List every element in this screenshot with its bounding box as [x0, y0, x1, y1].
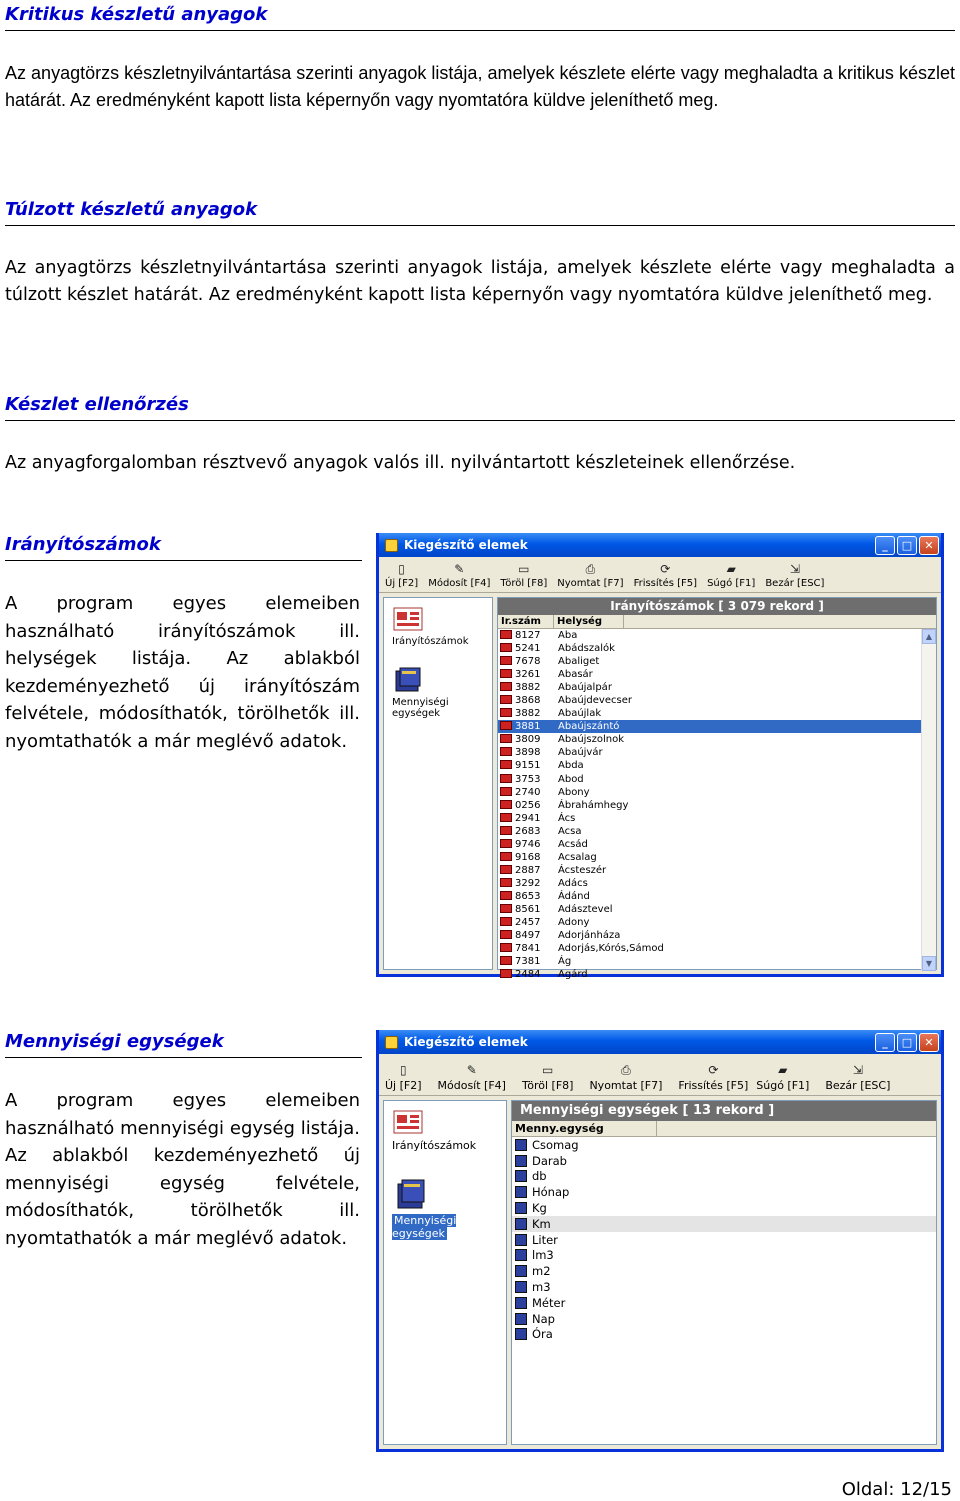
postcode-cell	[498, 668, 554, 681]
unit-text: Óra	[532, 1327, 553, 1342]
locality-cell: Abaújlak	[558, 708, 602, 720]
locality-cell: Ábrahámhegy	[558, 799, 629, 811]
postcode-text: 3868	[515, 695, 541, 707]
postcode-cell	[498, 929, 554, 942]
new-icon: ▯	[398, 562, 405, 576]
table-row[interactable]	[498, 786, 936, 799]
postcode-icon	[392, 1107, 424, 1137]
locality-cell: Ág	[558, 956, 572, 968]
record-icon	[500, 734, 512, 743]
locality-cell: Acsalag	[558, 851, 597, 863]
locality-cell: Abaújdevecser	[558, 695, 632, 707]
locality-cell: Ádánd	[558, 890, 590, 902]
record-icon	[500, 774, 512, 783]
record-icon	[500, 630, 512, 639]
unit-book-icon	[515, 1218, 527, 1230]
locality-cell: Abaújszolnok	[558, 734, 625, 746]
unit-book-icon	[515, 1139, 527, 1151]
postcode-cell	[498, 629, 554, 642]
locality-cell: Acsád	[558, 838, 588, 850]
locality-cell: Abasár	[558, 669, 593, 681]
column-header-irszam[interactable]: Ir.szám	[498, 615, 554, 628]
printer-icon: ⎙	[585, 562, 596, 576]
postcode-cell	[498, 799, 554, 812]
window-titlebar	[379, 1030, 941, 1054]
record-icon	[500, 839, 512, 848]
books-icon	[392, 1176, 428, 1212]
heading-kritikus: Kritikus készletű anyagok	[5, 4, 955, 31]
unit-book-icon	[515, 1265, 527, 1277]
table-row[interactable]	[498, 916, 936, 929]
table-row[interactable]	[512, 1279, 936, 1295]
locality-cell: Acsa	[558, 825, 582, 837]
scroll-down-button[interactable]: ▼	[922, 956, 936, 971]
table-row[interactable]	[512, 1232, 936, 1248]
postcode-cell	[498, 955, 554, 968]
window-title: Kiegészítő elemek	[404, 1035, 528, 1049]
postcode-text: 9168	[515, 851, 541, 863]
table-row[interactable]	[498, 773, 936, 786]
unit-book-icon	[515, 1249, 527, 1261]
postcode-cell	[498, 877, 554, 890]
postcode-cell	[498, 746, 554, 759]
postcode-cell	[498, 916, 554, 929]
locality-cell: Adony	[558, 917, 590, 929]
window-title: Kiegészítő elemek	[404, 538, 528, 552]
postcode-cell	[498, 642, 554, 655]
table-row[interactable]	[512, 1248, 936, 1264]
table-row[interactable]	[512, 1184, 936, 1200]
table-row[interactable]	[498, 668, 936, 681]
app-icon	[385, 1036, 398, 1049]
table-row[interactable]	[512, 1216, 936, 1232]
unit-text: Hónap	[532, 1185, 570, 1200]
toolbar	[379, 557, 941, 593]
table-row[interactable]	[498, 851, 936, 864]
help-book-icon: ▰	[778, 1063, 788, 1077]
exit-door-icon: ⇲	[852, 1063, 863, 1077]
edit-icon: ✎	[466, 1063, 477, 1077]
unit-text: Kg	[532, 1201, 547, 1216]
postcode-cell	[498, 851, 554, 864]
table-row[interactable]	[512, 1169, 936, 1185]
app-icon	[385, 539, 398, 552]
table-row[interactable]	[498, 877, 936, 890]
locality-cell: Aba	[558, 630, 578, 641]
window-mennyisegi	[376, 1030, 944, 1452]
postcode-text: 5241	[515, 643, 541, 655]
paragraph-ellenorzes: Az anyagforgalomban résztvevő anyagok valós ill. nyilvántartott készleteinek ellenőrzése.	[5, 453, 796, 473]
postcode-cell	[498, 707, 554, 720]
unit-book-icon	[515, 1313, 527, 1325]
postcode-text: 3881	[515, 721, 541, 733]
help-button[interactable]: ▰ Súgó [F1]	[756, 1063, 810, 1092]
postcode-cell	[498, 864, 554, 877]
unit-text: lm3	[532, 1248, 554, 1263]
unit-text: m2	[532, 1264, 551, 1279]
table-row[interactable]	[498, 955, 936, 968]
table-row[interactable]	[498, 825, 936, 838]
table-row[interactable]	[512, 1263, 936, 1279]
heading-ellenorzes: Készlet ellenőrzés	[5, 394, 955, 421]
table-row[interactable]	[498, 746, 936, 759]
exit-door-icon: ⇲	[789, 562, 800, 576]
maximize-button[interactable]: □	[897, 536, 917, 555]
nav-label: Irányítószámok	[392, 636, 469, 647]
postcode-text: 8497	[515, 930, 541, 942]
delete-button[interactable]: ▭ Töröl [F8]	[500, 562, 548, 589]
nav-item-mennyisegi[interactable]	[384, 647, 492, 719]
refresh-icon: ⟳	[708, 1063, 719, 1077]
unit-text: m3	[532, 1280, 551, 1295]
unit-book-icon	[515, 1297, 527, 1309]
unit-book-icon	[515, 1170, 527, 1182]
table-row[interactable]	[512, 1153, 936, 1169]
table-row[interactable]	[498, 968, 936, 981]
window-iranyitoszamok	[376, 533, 944, 981]
unit-text: Liter	[532, 1232, 558, 1247]
grid-header	[512, 1121, 936, 1137]
record-icon	[500, 930, 512, 939]
print-button[interactable]: ⎙ Nyomtat [F7]	[557, 562, 624, 589]
locality-cell: Abaújvár	[558, 747, 603, 759]
delete-icon: ▭	[518, 562, 530, 576]
locality-cell: Abda	[558, 760, 584, 772]
unit-text: Darab	[532, 1153, 567, 1168]
table-row[interactable]	[512, 1311, 936, 1327]
postcode-cell	[498, 942, 554, 955]
postcode-text: 3753	[515, 773, 541, 785]
close-window-button[interactable]: ⇲ Bezár [ESC]	[765, 562, 825, 589]
postcode-text: 3261	[515, 669, 541, 681]
locality-cell: Adorjánháza	[558, 930, 621, 942]
edit-icon: ✎	[454, 562, 465, 576]
table-row[interactable]	[498, 942, 936, 955]
left-nav-pane	[383, 597, 493, 970]
postcode-cell	[498, 694, 554, 707]
nav-item-mennyisegi[interactable]	[384, 1152, 506, 1240]
record-icon	[500, 787, 512, 796]
table-row[interactable]	[498, 799, 936, 812]
locality-cell: Abaújalpár	[558, 682, 612, 694]
locality-cell: Abaliget	[558, 656, 600, 668]
delete-icon: ▭	[542, 1063, 554, 1077]
table-row[interactable]	[498, 629, 936, 642]
table-row[interactable]	[498, 838, 936, 851]
postcode-text: 9151	[515, 760, 541, 772]
postcode-text: 7678	[515, 656, 541, 668]
unit-book-icon	[515, 1155, 527, 1167]
unit-grid	[511, 1100, 937, 1445]
record-icon	[500, 721, 512, 730]
grid-header	[498, 615, 936, 629]
print-button[interactable]: ⎙ Nyomtat [F7]	[589, 1063, 663, 1092]
locality-cell: Abod	[558, 773, 584, 785]
locality-cell: Adorjás,Kórós,Sámod	[558, 943, 664, 955]
grid-title: Irányítószámok [ 3 079 rekord ]	[498, 598, 936, 615]
printer-icon: ⎙	[621, 1063, 631, 1077]
nav-item-iranyitoszamok[interactable]	[384, 1101, 506, 1152]
unit-text: db	[532, 1169, 547, 1184]
table-row[interactable]	[498, 929, 936, 942]
table-row[interactable]	[498, 681, 936, 694]
window-titlebar	[379, 533, 941, 557]
postcode-text: 2683	[515, 825, 541, 837]
table-row[interactable]	[512, 1200, 936, 1216]
nav-label: Mennyiségi egységek	[392, 697, 449, 719]
paragraph-kritikus: Az anyagtörzs készletnyilvántartása szerinti anyagok listája, amelyek készlete elérte vagy meghaladta a kritikus készlet határát. Az eredményként kapott lista képernyőn vagy nyomtatóra küldve jeleníthető meg.	[5, 63, 955, 110]
postcode-cell	[498, 968, 554, 981]
table-row[interactable]	[498, 694, 936, 707]
record-icon	[500, 917, 512, 926]
heading-iranyitoszamok: Irányítószámok	[5, 534, 362, 561]
new-button[interactable]: ▯ Új [F2]	[385, 562, 419, 589]
unit-text: Csomag	[532, 1137, 579, 1152]
table-row[interactable]	[498, 812, 936, 825]
postcode-text: 8127	[515, 630, 541, 641]
unit-text: Nap	[532, 1311, 555, 1326]
postcode-cell	[498, 825, 554, 838]
record-icon	[500, 760, 512, 769]
postcode-cell	[498, 681, 554, 694]
help-book-icon: ▰	[726, 562, 736, 576]
column-header-mennyegyseg[interactable]: Menny.egység	[512, 1121, 657, 1136]
unit-book-icon	[515, 1202, 527, 1214]
table-row[interactable]	[498, 720, 936, 733]
toolbar	[379, 1054, 941, 1096]
table-row[interactable]	[498, 642, 936, 655]
record-icon	[500, 826, 512, 835]
record-icon	[500, 878, 512, 887]
nav-item-iranyitoszamok[interactable]	[384, 598, 492, 647]
locality-cell: Ácsteszér	[558, 864, 607, 876]
record-icon	[500, 852, 512, 861]
table-row[interactable]	[498, 890, 936, 903]
minimize-button[interactable]: _	[875, 536, 895, 555]
record-icon	[500, 956, 512, 965]
record-icon	[500, 904, 512, 913]
record-icon	[500, 747, 512, 756]
refresh-button[interactable]: ⟳ Frissítés [F5]	[633, 562, 698, 589]
minimize-button[interactable]: _	[875, 1033, 895, 1052]
unit-book-icon	[515, 1281, 527, 1293]
postcode-text: 3809	[515, 734, 541, 746]
table-row[interactable]	[498, 864, 936, 877]
locality-cell: Abádszalók	[558, 643, 615, 655]
record-icon	[500, 708, 512, 717]
heading-tulzott: Túlzott készletű anyagok	[5, 199, 955, 226]
nav-label: Mennyiségi egységek	[392, 1214, 457, 1240]
edit-button[interactable]: ✎ Módosít [F4]	[428, 562, 491, 589]
postcode-cell	[498, 759, 554, 772]
close-button[interactable]: ✕	[919, 1033, 939, 1052]
table-row[interactable]	[512, 1327, 936, 1343]
record-icon	[500, 695, 512, 704]
help-button[interactable]: ▰ Súgó [F1]	[707, 562, 756, 589]
record-icon	[500, 969, 512, 978]
postcode-text: 2887	[515, 864, 541, 876]
postcode-text: 7381	[515, 956, 541, 968]
postcode-cell	[498, 720, 554, 733]
table-row[interactable]	[498, 655, 936, 668]
postcode-text: 2457	[515, 917, 541, 929]
postcode-text: 2484	[515, 969, 541, 981]
books-icon	[392, 665, 424, 695]
table-row[interactable]	[498, 733, 936, 746]
postcode-text: 3882	[515, 708, 541, 720]
maximize-button[interactable]: □	[897, 1033, 917, 1052]
locality-cell: Ács	[558, 812, 576, 824]
locality-cell: Agárd	[558, 969, 588, 981]
postcode-text: 3882	[515, 682, 541, 694]
postcode-text: 3292	[515, 877, 541, 889]
postcode-text: 8653	[515, 890, 541, 902]
table-row[interactable]	[512, 1295, 936, 1311]
postcode-icon	[392, 604, 424, 634]
paragraph-iranyitoszamok: A program egyes elemeiben használható irányítószámok ill. helységek listája. Az ablakból kezdeményezhető új irányítószám felvétele, módosíthatók, törölhetők ill. nyomtathatók a már meglévő adatok.	[5, 593, 360, 752]
table-row[interactable]	[498, 903, 936, 916]
postcode-text: 7841	[515, 943, 541, 955]
record-icon	[500, 800, 512, 809]
record-icon	[500, 656, 512, 665]
record-icon	[500, 682, 512, 691]
postcode-cell	[498, 773, 554, 786]
edit-button[interactable]: ✎ Módosít [F4]	[437, 1063, 506, 1092]
postcode-cell	[498, 812, 554, 825]
postcode-text: 8561	[515, 903, 541, 915]
record-icon	[500, 891, 512, 900]
postcode-grid	[497, 597, 937, 981]
record-icon	[500, 643, 512, 652]
scroll-up-button[interactable]: ▲	[922, 629, 936, 644]
postcode-cell	[498, 890, 554, 903]
vertical-scrollbar[interactable]	[921, 629, 936, 971]
unit-text: Méter	[532, 1295, 566, 1310]
postcode-text: 9746	[515, 838, 541, 850]
left-nav-pane	[383, 1100, 507, 1445]
record-icon	[500, 813, 512, 822]
paragraph-tulzott: Az anyagtörzs készletnyilvántartása szerinti anyagok listája, amelyek készlete elérte vagy meghaladta a túlzott készlet határát. Az eredményként kapott lista képernyőn vagy nyomtatóra küldve jeleníthető meg.	[5, 258, 955, 305]
close-button[interactable]: ✕	[919, 536, 939, 555]
postcode-text: 2740	[515, 786, 541, 798]
record-icon	[500, 943, 512, 952]
grid-rows	[498, 629, 936, 981]
nav-label: Irányítószámok	[392, 1139, 477, 1152]
record-icon	[500, 669, 512, 678]
unit-book-icon	[515, 1328, 527, 1340]
postcode-text: 0256	[515, 799, 541, 811]
delete-button[interactable]: ▭ Töröl [F8]	[521, 1063, 574, 1092]
unit-book-icon	[515, 1186, 527, 1198]
close-window-button[interactable]: ⇲ Bezár [ESC]	[825, 1063, 891, 1092]
unit-text: Km	[532, 1216, 551, 1231]
postcode-text: 2941	[515, 812, 541, 824]
unit-book-icon	[515, 1234, 527, 1246]
locality-cell: Adács	[558, 877, 588, 889]
postcode-cell	[498, 733, 554, 746]
locality-cell: Abaújszántó	[558, 721, 620, 733]
new-icon: ▯	[399, 1063, 407, 1077]
table-row[interactable]	[512, 1137, 936, 1153]
table-row[interactable]	[498, 759, 936, 772]
table-row[interactable]	[498, 707, 936, 720]
locality-cell: Abony	[558, 786, 590, 798]
postcode-cell	[498, 838, 554, 851]
grid-rows	[512, 1137, 936, 1342]
refresh-button[interactable]: ⟳ Frissítés [F5]	[678, 1063, 749, 1092]
heading-mennyisegi: Mennyiségi egységek	[5, 1031, 362, 1058]
postcode-text: 3898	[515, 747, 541, 759]
grid-title: Mennyiségi egységek [ 13 rekord ]	[512, 1101, 936, 1121]
page-number: Oldal: 12/15	[841, 1479, 952, 1500]
postcode-cell	[498, 903, 554, 916]
refresh-icon: ⟳	[660, 562, 671, 576]
paragraph-mennyisegi: A program egyes elemeiben használható mennyiségi egység listája. Az ablakból kezdeményezhető új mennyiségi egység felvétele, módosíthatók, törölhetők ill. nyomtathatók a már meglévő adatok.	[5, 1090, 360, 1249]
postcode-cell	[498, 655, 554, 668]
record-icon	[500, 865, 512, 874]
new-button[interactable]: ▯ Új [F2]	[385, 1063, 422, 1092]
locality-cell: Adásztevel	[558, 903, 613, 915]
column-header-helyseg[interactable]: Helység	[554, 615, 624, 628]
postcode-cell	[498, 786, 554, 799]
